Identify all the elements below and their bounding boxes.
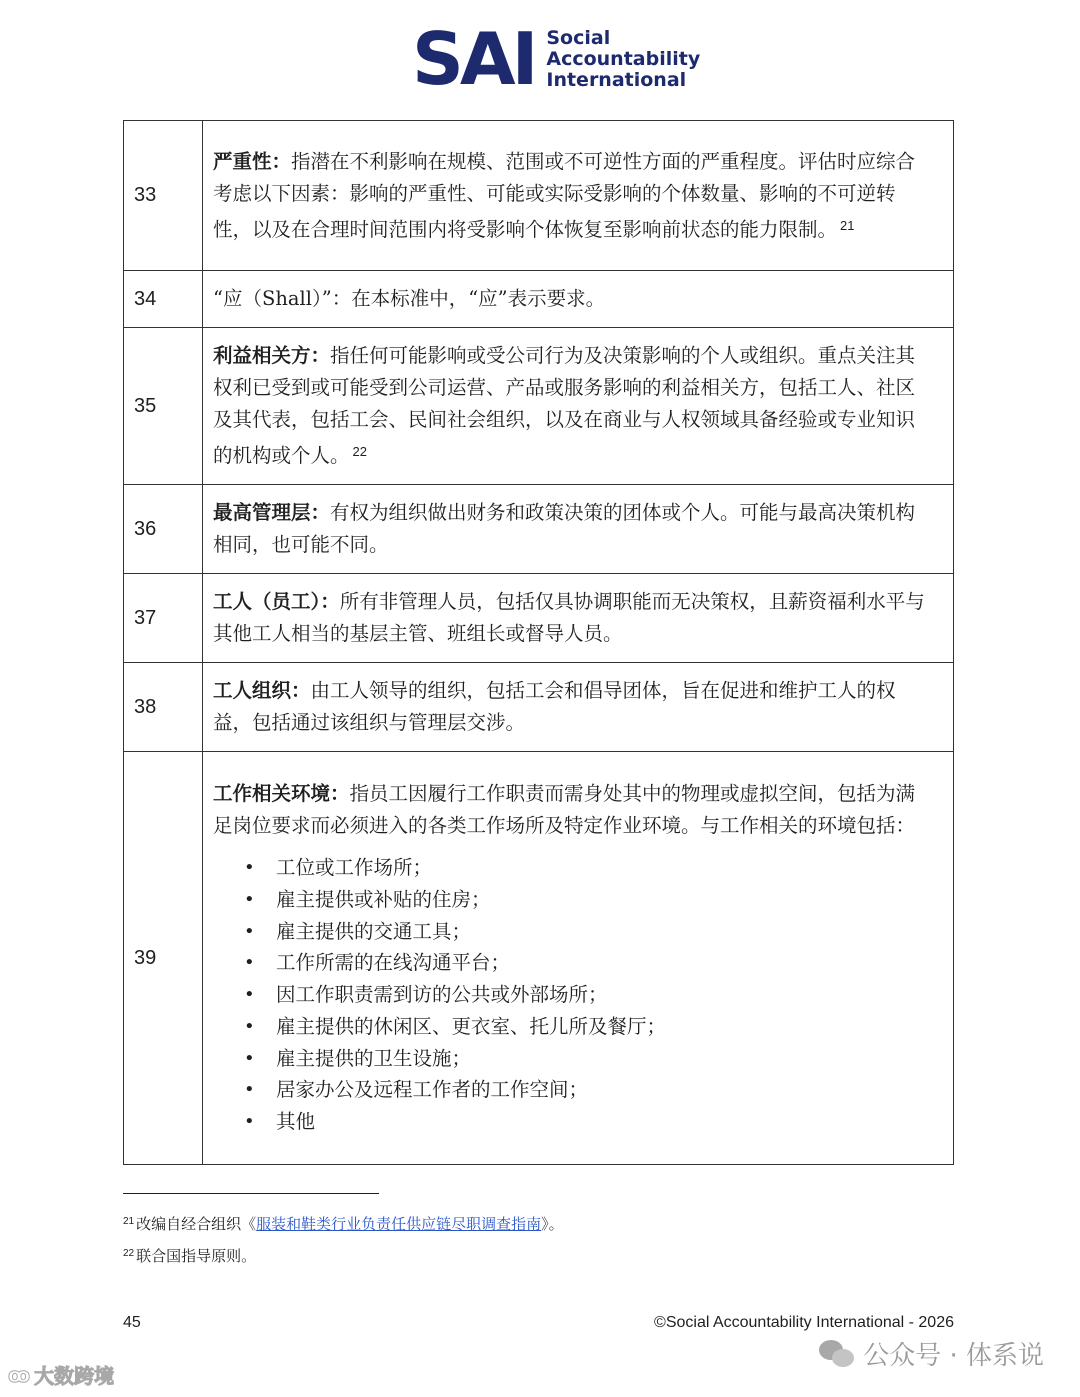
list-item: • 工作所需的在线沟通平台；: [213, 947, 933, 979]
definition-term: 工作相关环境: [213, 782, 331, 806]
definition-term: 最高管理层: [213, 501, 311, 524]
definition-text: [203, 752, 954, 1165]
footnote-21: [123, 1213, 564, 1234]
definition-body: “应（Shall）”：在本标准中，“应”表示要求。: [213, 287, 606, 310]
term-separator: ：: [310, 501, 331, 524]
footnote-bracket: 》。: [541, 1215, 564, 1233]
watermark-right: [819, 1335, 1044, 1372]
definition-number: 35: [124, 328, 203, 485]
definition-number: 36: [124, 485, 203, 574]
footnote-text: 改编自经合组织: [136, 1215, 242, 1233]
watermark-left-text: 大数跨境: [34, 1364, 115, 1388]
definition-text: [203, 485, 954, 574]
table-row: [124, 663, 954, 752]
definition-number: 34: [124, 271, 203, 328]
loop-icon: ꝏ: [8, 1362, 31, 1387]
sai-logo: [412, 17, 701, 101]
footnote-ref[interactable]: 21: [840, 217, 855, 233]
logo-wordmark: [546, 28, 700, 91]
oecd-guidance-link[interactable]: 服装和鞋类行业负责任供应链尽职调查指南: [256, 1215, 542, 1233]
logo-mark: SAI: [412, 17, 535, 101]
table-row: [124, 121, 954, 271]
logo-word: Social: [546, 26, 611, 49]
term-separator: ：: [310, 344, 331, 367]
copyright-notice: ©Social Accountability International - 2026: [654, 1314, 954, 1331]
table-row: [124, 485, 954, 574]
watermark-left: [8, 1360, 114, 1389]
wechat-icon: [819, 1340, 855, 1368]
list-item: • 其他: [213, 1106, 933, 1138]
footnote-ref[interactable]: 22: [352, 444, 367, 459]
definition-text: [203, 121, 954, 271]
table-row: [124, 271, 954, 328]
footnote-number: 22: [123, 1248, 135, 1259]
definition-term: 工人组织: [213, 679, 292, 702]
footnote-22: [123, 1245, 256, 1266]
term-separator: ：: [320, 590, 340, 613]
list-item: • 工位或工作场所；: [213, 852, 933, 884]
footnote-text: 联合国指导原则。: [136, 1247, 257, 1265]
definition-number: 39: [124, 752, 203, 1165]
definition-body: 有权为组织做出财务和政策决策的团体或个人。可能与最高决策机构相同，也可能不同。: [213, 501, 916, 556]
footnote-divider: [123, 1193, 379, 1194]
list-item: • 因工作职责需到访的公共或外部场所；: [213, 979, 933, 1011]
table-row: [124, 328, 954, 485]
definition-number: 38: [124, 663, 203, 752]
definition-body: 所有非管理人员，包括仅具协调职能而无决策权，且薪资福利水平与其他工人相当的基层主管、班组长或督导人员。: [213, 590, 925, 645]
definition-text: [203, 663, 954, 752]
footnote-bracket: 《: [241, 1215, 257, 1233]
definition-term: 严重性: [213, 149, 272, 173]
list-item: • 居家办公及远程工作者的工作空间；: [213, 1074, 933, 1106]
list-item: • 雇主提供的交通工具；: [213, 916, 933, 948]
list-item: • 雇主提供或补贴的住房；: [213, 884, 933, 916]
table-row: [124, 574, 954, 663]
table-row: [124, 752, 954, 1165]
definition-body: 指任何可能影响或受公司行为及决策影响的个人或组织。重点关注其权利已受到或可能受到公司运营、产品或服务影响的利益相关方，包括工人、社区及其代表，包括工会、民间社会组织，以及在商业与人权领域具备经验或专业知识的机构或个人。: [213, 344, 916, 467]
footnote-number: 21: [123, 1216, 135, 1227]
list-item: • 雇主提供的休闲区、更衣室、托儿所及餐厅；: [213, 1011, 933, 1043]
definition-text: [203, 328, 954, 485]
definition-body: 指潜在不利影响在规模、范围或不可逆性方面的严重程度。评估时应综合考虑以下因素：影响的严重性、可能或实际受影响的个体数量、影响的不可逆转性，以及在合理时间范围内将受影响个体恢复至影响前状态的能力限制。: [213, 149, 916, 241]
term-separator: ：: [271, 149, 292, 173]
page-number: 45: [123, 1314, 141, 1331]
watermark-right-text: 公众号 · 体系说: [863, 1341, 1044, 1371]
logo-word: International: [546, 68, 687, 91]
work-environment-list: [213, 852, 933, 1137]
definition-text: [203, 271, 954, 328]
definition-term: 利益相关方: [213, 344, 311, 367]
definition-body: 指员工因履行工作职责而需身处其中的物理或虚拟空间，包括为满足岗位要求而必须进入的各类工作场所及特定作业环境。与工作相关的环境包括：: [213, 782, 916, 838]
term-separator: ：: [330, 782, 350, 806]
definition-text: [203, 574, 954, 663]
definition-number: 33: [124, 121, 203, 271]
definition-body: 由工人领导的组织，包括工会和倡导团体，旨在促进和维护工人的权益，包括通过该组织与管理层交涉。: [213, 679, 896, 734]
list-item: • 雇主提供的卫生设施；: [213, 1043, 933, 1075]
definitions-table: [123, 120, 954, 1165]
term-separator: ：: [291, 679, 311, 702]
definition-term: 工人（员工）: [213, 590, 321, 613]
definition-number: 37: [124, 574, 203, 663]
logo-word: Accountability: [546, 47, 701, 70]
